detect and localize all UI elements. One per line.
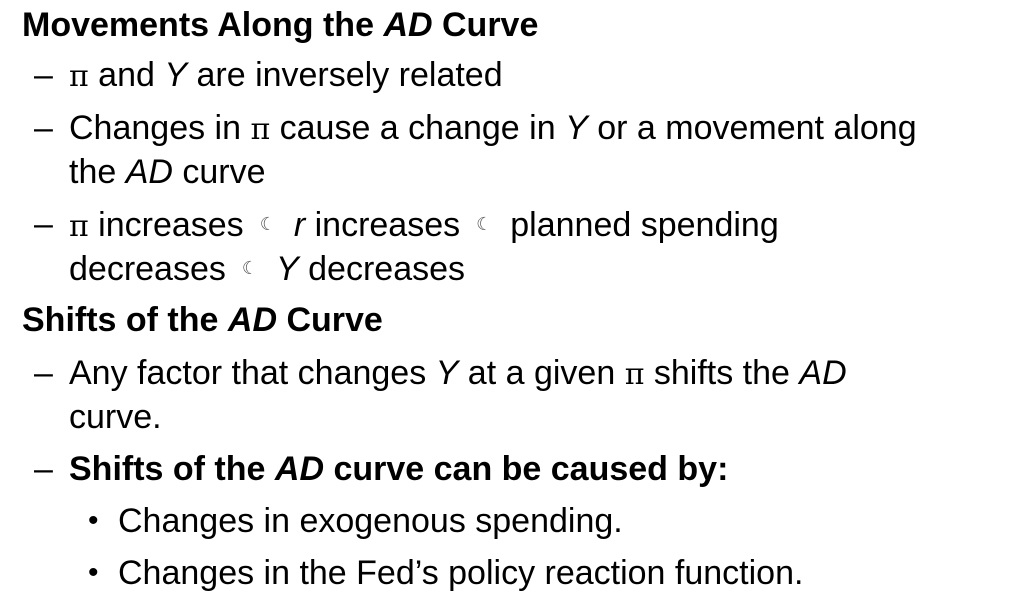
pi-symbol: π bbox=[624, 357, 645, 392]
bullet-changes-in-pi-line2: the AD curve bbox=[69, 153, 266, 191]
bullet-causal-chain: π increases ☾ r increases ☾ planned spending bbox=[69, 202, 779, 249]
dot-bullet-icon: • bbox=[88, 556, 99, 589]
bullet-causal-chain-line2: decreases ☾ Y decreases bbox=[69, 246, 465, 291]
heading-movements-along-ad: Movements Along the AD Curve bbox=[22, 6, 539, 44]
bullet-shifts-caused-by: Shifts of the AD curve can be caused by: bbox=[69, 450, 729, 488]
bullet-any-factor: Any factor that changes Y at a given π shifts the AD bbox=[69, 354, 847, 392]
bullet-inverse-relation: π and Y are inversely related bbox=[69, 56, 503, 94]
dash-bullet: – bbox=[34, 354, 53, 392]
dash-bullet: – bbox=[34, 205, 53, 243]
pi-symbol: π bbox=[69, 209, 89, 244]
dash-bullet: – bbox=[34, 450, 53, 488]
dash-bullet: – bbox=[34, 109, 53, 147]
arrow-glyph-icon: ☾ bbox=[476, 214, 493, 234]
pi-symbol: π bbox=[250, 112, 271, 147]
heading-shifts-of-ad: Shifts of the AD Curve bbox=[22, 301, 383, 339]
sub-bullet-fed-reaction: Changes in the Fed’s policy reaction function. bbox=[118, 554, 804, 592]
pi-symbol: π bbox=[69, 59, 89, 94]
bullet-changes-in-pi: Changes in π cause a change in Y or a movement along bbox=[69, 109, 917, 147]
arrow-glyph-icon: ☾ bbox=[241, 258, 259, 278]
arrow-glyph-icon: ☾ bbox=[259, 214, 276, 234]
sub-bullet-exogenous-spending: Changes in exogenous spending. bbox=[118, 502, 623, 540]
dot-bullet-icon: • bbox=[88, 504, 99, 537]
bullet-any-factor-line2: curve. bbox=[69, 398, 162, 436]
dash-bullet: – bbox=[34, 56, 53, 94]
